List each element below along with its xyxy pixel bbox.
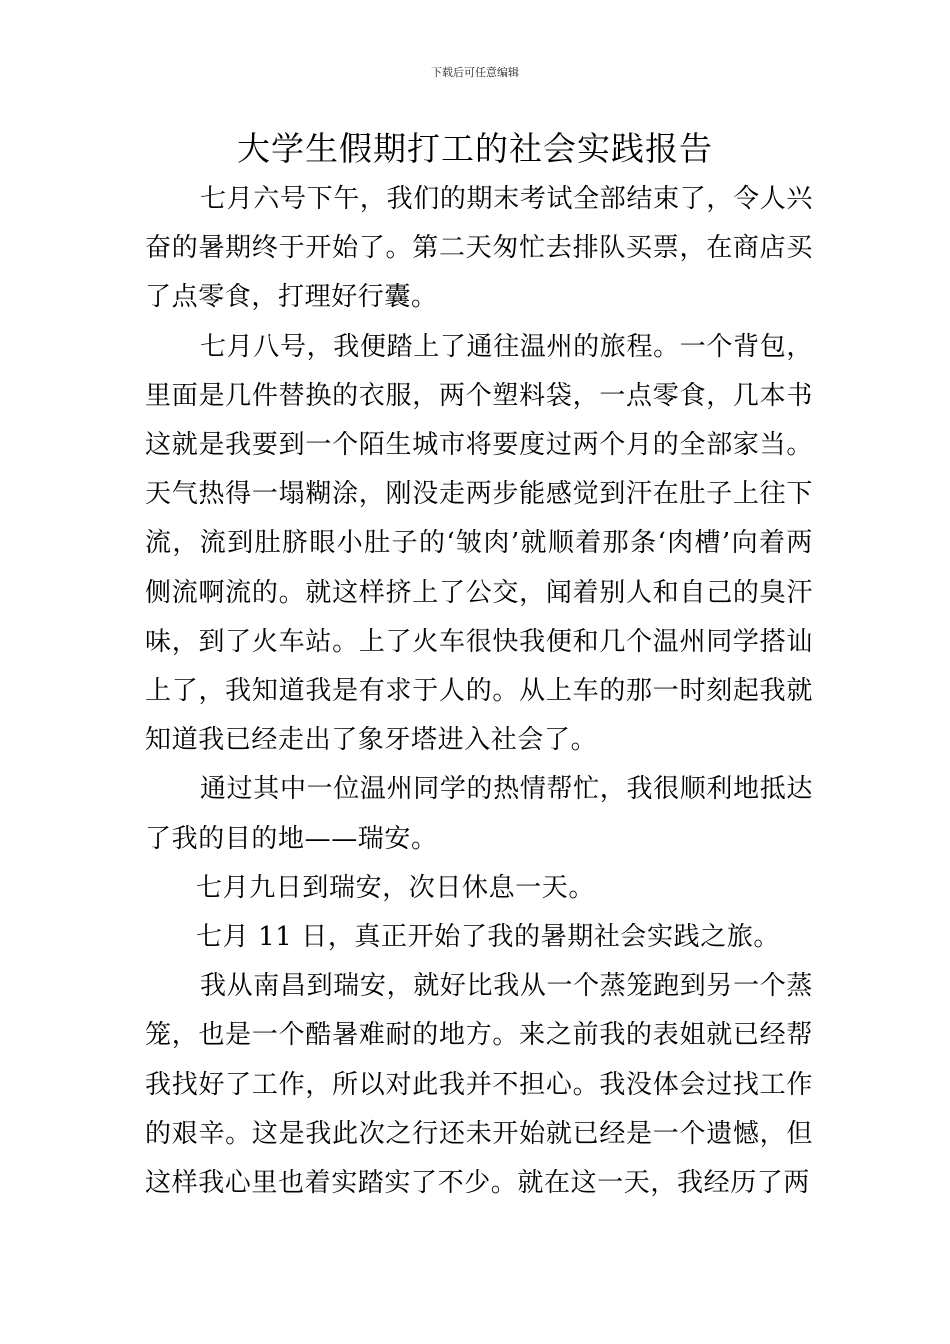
paragraph-6: 我从南昌到瑞安，就好比我从一个蒸笼跑到另一个蒸笼，也是一个酷暑难耐的地方。来之前我的表姐就已经帮我找好了工作，所以对此我并不担心。我没体会过找工作的艰辛。这是我此次之行还未开始就已经是一个遗憾，但这样我心里也着实踏实了不少。就在这一天，我经历了两 bbox=[145, 971, 813, 1199]
paragraph-3: 通过其中一位温州同学的热情帮忙，我很顺利地抵达了我的目的地——瑞安。 bbox=[145, 774, 813, 854]
page-title: 大学生假期打工的社会实践报告 bbox=[237, 129, 713, 168]
header-note: 下载后可任意编辑 bbox=[431, 66, 519, 79]
paragraph-5: 七月 11 日，真正开始了我的暑期社会实践之旅。 bbox=[196, 922, 781, 953]
document-body bbox=[145, 175, 813, 1208]
paragraph-2: 七月八号，我便踏上了通往温州的旅程。一个背包，里面是几件替换的衣服，两个塑料袋，一点零食，几本书这就是我要到一个陌生城市将要度过两个月的全部家当。天气热得一塌糊涂，刚没走两步能感觉到汗在肚子上往下流，流到肚脐眼小肚子的‘皱肉’就顺着那条‘肉槽’向着两侧流啊流的。就这样挤上了公交，闻着别人和自己的臭汗味，到了火车站。上了火车很快我便和几个温州同学搭讪上了，我知道我是有求于人的。从上车的那一时刻起我就知道我已经走出了象牙塔进入社会了。 bbox=[145, 331, 813, 756]
paragraph-4: 七月九日到瑞安，次日休息一天。 bbox=[196, 872, 596, 903]
paragraph-1: 七月六号下午，我们的期末考试全部结束了，令人兴奋的暑期终于开始了。第二天匆忙去排队买票，在商店买了点零食，打理好行囊。 bbox=[145, 184, 813, 313]
